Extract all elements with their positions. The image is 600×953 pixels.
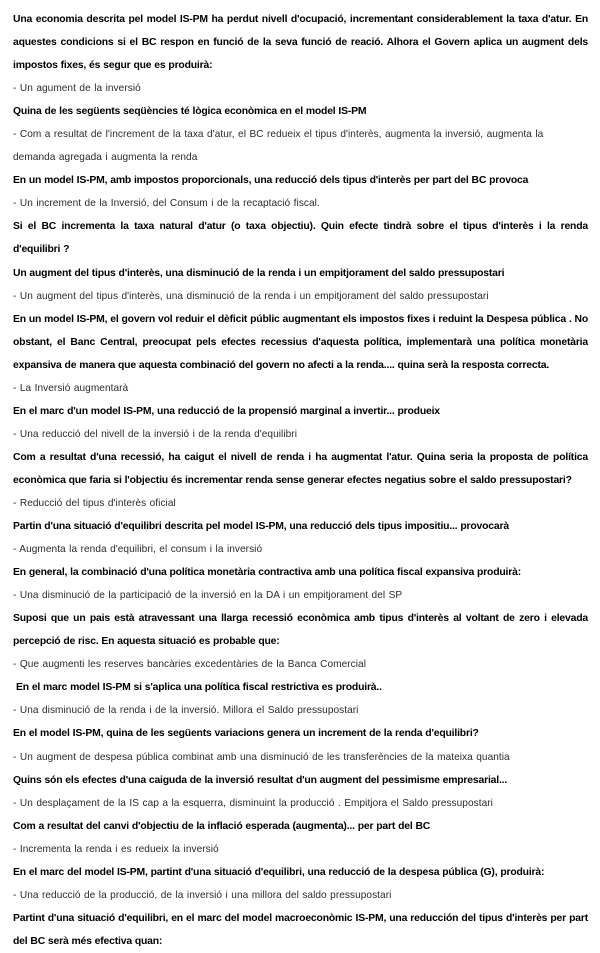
question-paragraph: Una economia descrita pel model IS-PM ha perdut nivell d'ocupació, incrementant considerablement la taxa d'atur. En aquestes condicions si el BC respon en funció de la seva funció de reació. Alhora el Govern aplica un augment dels impostos fixes, és segur que es produirà: — [13, 14, 588, 72]
question-paragraph: En el model IS-PM, quina de les següents variacions genera un increment de la renda d'equilibri? — [13, 728, 479, 740]
answer-paragraph: - Un increment de la Inversió, del Consum i de la recaptació fiscal. — [13, 198, 320, 210]
question-paragraph: Partint d'una situació d'equilibri, en el marc del model macroeconòmic IS-PM, una reducción del tipus d'interès per part del BC serà més efectiva quan: — [13, 912, 588, 947]
answer-paragraph: - Incrementa la renda i es redueix la inversió — [13, 843, 219, 855]
question-paragraph: Partin d'una situació d'equilibri descrita pel model IS-PM, una reducció dels tipus impositiu... provocarà — [13, 521, 509, 533]
answer-paragraph: - Reducció del tipus d'interès oficial — [13, 497, 176, 509]
question-paragraph: Suposi que un pais està atravessant una llarga recessió econòmica amb tipus d'interès al voltant de zero i elevada percepció de risc. En aquesta situació es probable que: — [13, 613, 588, 648]
question-paragraph: Un augment del tipus d'interès, una disminució de la renda i un empitjorament del saldo pressupostari — [13, 267, 505, 279]
answer-paragraph: - Una disminució de la participació de la inversió en la DA i un empitjorament del SP — [13, 590, 403, 602]
question-paragraph: En el marc model IS-PM si s'aplica una política fiscal restrictiva es produirà.. — [16, 682, 382, 694]
answer-paragraph: - Una disminució de la renda i de la inversió. Millora el Saldo pressupostari — [13, 705, 359, 717]
question-paragraph: Si el BC incrementa la taxa natural d'atur (o taxa objectiu). Quin efecte tindrà sobre el tipus d'interès i la renda d'equilibri ? — [13, 221, 588, 256]
question-paragraph: En un model IS-PM, amb impostos proporcionals, una reducció dels tipus d'interès per part del BC provoca — [13, 175, 529, 187]
question-paragraph: Quins són els efectes d'una caiguda de la inversió resultat d'un augment del pessimisme empresarial... — [13, 774, 508, 786]
answer-paragraph: - Com a resultat de l'increment de la taxa d'atur, el BC redueix el tipus d'interès, augmenta la inversió, augmenta la demanda agregada i augmenta la renda — [13, 129, 544, 164]
answer-paragraph: - Que augmenti les reserves bancàries excedentàries de la Banca Comercial — [13, 659, 367, 671]
answer-paragraph: - Una reducció de la producció, de la inversió i una millora del saldo pressupostari — [13, 889, 392, 901]
answer-paragraph: - Un augment de despesa pública combinat amb una disminució de les transferències de la mateixa quantia — [13, 751, 510, 763]
question-paragraph: Com a resultat d'una recessió, ha caigut el nivell de renda i ha augmentat l'atur. Quina seria la proposta de política econòmica que faria si l'objectiu és incrementar renda sense generar efectes negatius sobre el saldo pressupostari? — [13, 451, 588, 486]
question-paragraph: En el marc d'un model IS-PM, una reducció de la propensió marginal a invertir... produeix — [13, 405, 440, 417]
question-paragraph: En general, la combinació d'una política monetària contractiva amb una política fiscal expansiva produirà: — [13, 567, 521, 579]
question-paragraph: En el marc del model IS-PM, partint d'una situació d'equilibri, una reducció de la despesa pública (G), produirà: — [13, 866, 545, 878]
question-paragraph: Quina de les següents seqüències té lògica econòmica en el model IS-PM — [13, 106, 367, 118]
document-body — [13, 8, 588, 953]
answer-paragraph: - Un agument de la inversió — [13, 83, 141, 95]
answer-paragraph: - Un desplaçament de la IS cap a la esquerra, disminuint la producció . Empitjora el Saldo pressupostari — [13, 797, 493, 809]
answer-paragraph: - Un augment del tipus d'interès, una disminució de la renda i un empitjorament del saldo pressupostari — [13, 290, 489, 302]
answer-paragraph: - Augmenta la renda d'equilibri, el consum i la inversió — [13, 544, 263, 556]
answer-paragraph: - Una reducció del nivell de la inversió i de la renda d'equilibri — [13, 428, 297, 440]
question-paragraph: Com a resultat del canvi d'objectiu de la inflació esperada (augmenta)... per part del BC — [13, 820, 431, 832]
question-paragraph: En un model IS-PM, el govern vol reduir el dèficit públic augmentant els impostos fixes i reduint la Despesa pública . No obstant, el Banc Central, preocupat pels efectes recessius d'aquesta política, implementarà una política monetària expansiva de manera que aquesta combinació del govern no afecti a la renda.... quina serà la resposta correcta. — [13, 313, 588, 371]
answer-paragraph: - La Inversió augmentarà — [13, 382, 129, 394]
